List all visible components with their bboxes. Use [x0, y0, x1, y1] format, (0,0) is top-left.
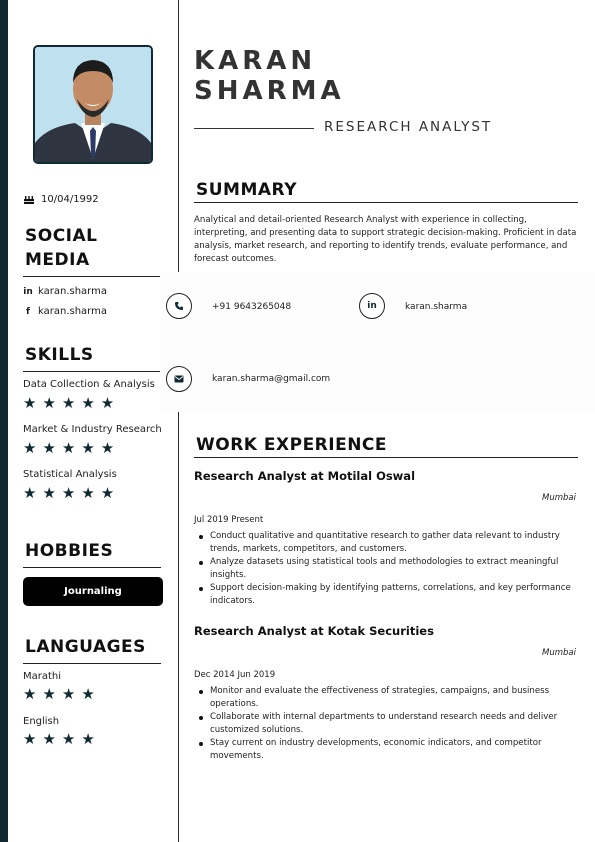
work-experience-rule [194, 457, 578, 458]
skills-rule [23, 371, 161, 372]
list-item: Support decision-making by identifying patterns, correlations, and key performance indicators. [194, 582, 580, 608]
date-of-birth [23, 193, 99, 205]
email-icon [166, 366, 192, 392]
social-item-facebook[interactable] [23, 306, 107, 317]
hobbies-rule [23, 567, 161, 568]
skill-rating-stars: ★★★★★ [23, 484, 121, 502]
language-label: Marathi [23, 671, 62, 682]
language-rating-stars: ★★★★ [23, 730, 101, 748]
job-heading: Research Analyst at Motilal Oswal [194, 469, 416, 483]
linkedin-icon: in [359, 293, 385, 319]
social-media-title: SOCIAL MEDIA [25, 226, 98, 270]
job-responsibilities [194, 530, 580, 608]
languages-title: LANGUAGES [25, 637, 146, 657]
job-responsibilities [194, 685, 580, 763]
contact-section [160, 272, 595, 412]
skill-rating-stars: ★★★★★ [23, 394, 121, 412]
list-item: Stay current on industry developments, economic indicators, and competitor movements. [194, 737, 580, 763]
linkedin-icon: in [23, 286, 33, 297]
job-heading: Research Analyst at Kotak Securities [194, 624, 434, 638]
job-dates: Dec 2014 Jun 2019 [194, 670, 276, 680]
list-item: Monitor and evaluate the effectiveness of strategies, campaigns, and business operations. [194, 685, 580, 711]
birthday-cake-icon [23, 193, 35, 205]
social-media-rule [23, 276, 161, 277]
phone-icon [166, 293, 192, 319]
list-item: Collaborate with internal departments to understand research needs and deliver customized solutions. [194, 711, 580, 737]
skill-label: Data Collection & Analysis [23, 379, 155, 390]
hobby-pill: Journaling [23, 577, 163, 606]
social-item-linkedin[interactable] [23, 286, 107, 297]
work-experience-title: WORK EXPERIENCE [196, 435, 388, 455]
column-divider [178, 0, 179, 842]
phone-number[interactable]: +91 9643265048 [212, 302, 292, 312]
social-item-label: karan.sharma [38, 306, 107, 317]
job-title: RESEARCH ANALYST [324, 119, 493, 135]
linkedin-handle[interactable]: karan.sharma [405, 302, 468, 312]
dob-value: 10/04/1992 [41, 193, 99, 205]
profile-photo [33, 45, 153, 164]
email-address[interactable]: karan.sharma@gmail.com [212, 374, 331, 384]
hobbies-title: HOBBIES [25, 541, 114, 561]
summary-text: Analytical and detail-oriented Research Analyst with experience in collecting, interpreting, and presenting data to support strategic decision-making. Proficient in data analysis, market research, and reporting to identify trends, evaluate performance, and forecast outcomes. [194, 215, 577, 264]
facebook-icon: f [26, 306, 30, 317]
job-dates: Jul 2019 Present [194, 515, 264, 525]
list-item: Conduct qualitative and quantitative research to gather data relevant to industry trends, markets, competitors, and customers. [194, 530, 580, 556]
social-item-label: karan.sharma [38, 286, 107, 297]
language-rating-stars: ★★★★ [23, 685, 101, 703]
summary-rule [194, 202, 578, 203]
left-edge-bar [0, 0, 8, 842]
job-location: Mumbai [542, 493, 576, 503]
job-location: Mumbai [542, 648, 576, 658]
language-label: English [23, 716, 60, 727]
languages-rule [23, 663, 161, 664]
skills-title: SKILLS [25, 345, 94, 365]
title-accent-line [194, 128, 314, 129]
skill-label: Statistical Analysis [23, 469, 117, 480]
list-item: Analyze datasets using statistical tools and methodologies to extract meaningful insights. [194, 556, 580, 582]
summary-title: SUMMARY [196, 180, 298, 200]
candidate-name: KARAN SHARMA [194, 46, 345, 106]
skill-label: Market & Industry Research [23, 424, 162, 435]
skill-rating-stars: ★★★★★ [23, 439, 121, 457]
